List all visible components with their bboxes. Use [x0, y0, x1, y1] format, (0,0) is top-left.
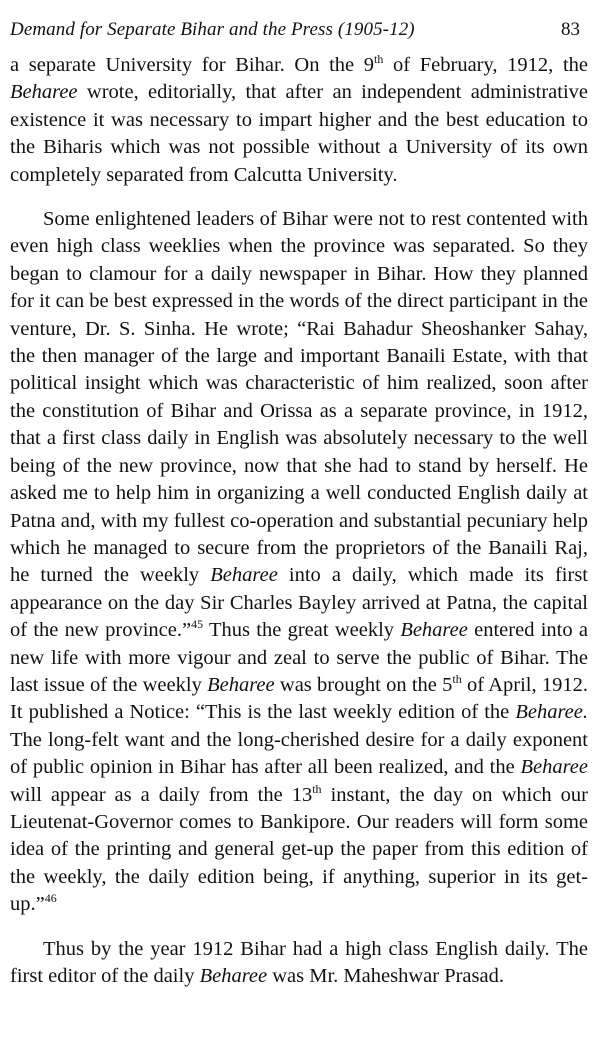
- paragraph-3: [10, 936, 588, 991]
- superscript: th: [374, 52, 384, 67]
- text-run: was Mr. Maheshwar Prasad.: [267, 965, 504, 987]
- superscript: th: [312, 781, 322, 796]
- text-run: wrote, editorially, that after an independent administrative existence it was necessary to impart higher and the best education to the Biharis which was not possible without a University of its own completely separated from Calcutta University.: [10, 81, 588, 186]
- text-run: Thus by the year 1912 Bihar had a high class English daily. The first editor of the daily: [10, 937, 588, 987]
- footnote-ref: 45: [191, 617, 204, 632]
- running-head: [10, 18, 588, 42]
- footnote-ref: 46: [44, 891, 57, 906]
- text-run: was brought on the 5: [274, 673, 453, 696]
- text-run: entered into a new life with more vigour and zeal to serve the public of Bihar. The last issue of the weekly: [10, 619, 589, 696]
- italic-title: Beharee: [210, 564, 278, 587]
- italic-title: Beharee: [520, 756, 588, 779]
- text-run: Some enlightened leaders of Bihar were not to rest contented with even high class weeklies when the province was separated. So they began to clamour for a daily newspaper in Bihar. How they planned for it can be best expressed in the words of the direct participant in the venture, Dr. S. Sinha. He wrote; “Rai Bahadur Sheoshanker Sahay, the then manager of the large and important Banaili Estate, with that political insight which was characteristic of him realized, soon after the constitution of Bihar and Orissa as a separate province, in 1912, that a first class daily in English was absolutely necessary to the well being of the new province, now that she had to stand by herself. He asked me to help him in organizing a well conducted English daily at Patna and, with my fullest co-operation and substantial pecuniary help which he managed to secure from the proprietors of the Banaili Raj, he turned the weekly: [10, 208, 588, 587]
- italic-title: Beharee: [207, 673, 275, 696]
- text-run: into a daily, which made its first appearance on the day Sir Charles Bayley arrived at Patna, the capital of the new province.”: [10, 564, 588, 642]
- text-run: a separate University for Bihar. On the 9: [10, 54, 375, 76]
- running-title: Demand for Separate Bihar and the Press (1905-12): [10, 19, 415, 40]
- paragraph-2: [10, 206, 588, 919]
- text-run: Thus the great weekly: [203, 619, 401, 642]
- italic-title: Beharee.: [515, 701, 588, 724]
- text-run: instant, the day on which our Lieutenat-Governor comes to Bankipore. Our readers will form some idea of the printing and general get-up the paper from this edition of the weekly, the daily edition being, if anything, superior in its get-up.”: [10, 783, 589, 916]
- page-number: 83: [561, 19, 580, 40]
- text-run: of April, 1912. It published a Notice: “This is the last weekly edition of the: [10, 673, 589, 724]
- italic-title: Beharee: [10, 81, 78, 104]
- paragraph-1: [10, 52, 588, 189]
- text-run: The long-felt want and the long-cherished desire for a daily exponent of public opinion in Bihar has after all been realized, and the: [10, 728, 588, 779]
- italic-title: Beharee: [199, 965, 268, 987]
- superscript: th: [452, 672, 462, 687]
- text-run: will appear as a daily from the 13: [10, 783, 313, 806]
- italic-title: Beharee: [400, 619, 468, 642]
- text-run: of February, 1912, the: [383, 54, 588, 76]
